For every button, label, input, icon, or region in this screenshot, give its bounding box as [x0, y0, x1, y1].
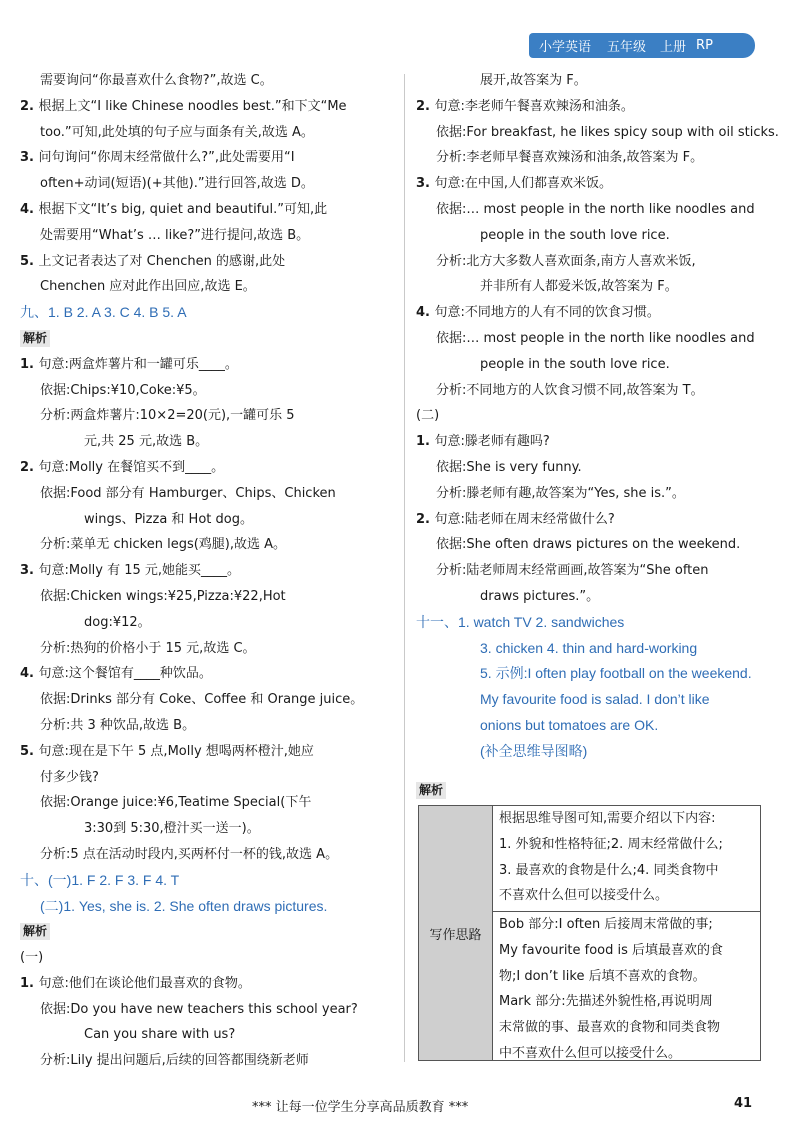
item-number: 5.	[20, 253, 39, 269]
line-text: 句意:李老师午餐喜欢辣汤和油条。	[434, 98, 634, 114]
left-line	[20, 68, 392, 94]
left-line	[20, 249, 392, 275]
left-line	[20, 120, 392, 146]
item-number: 4.	[20, 201, 39, 217]
right-line	[416, 687, 786, 713]
left-line	[20, 816, 392, 842]
left-line	[20, 94, 392, 120]
line-text: 依据:Do you have new teachers this school year?	[40, 1001, 358, 1017]
line-text: 分析:北方大多数人喜欢面条,南方人喜欢米饭,	[436, 253, 696, 269]
right-line	[416, 532, 786, 558]
page-number: 41	[734, 1096, 753, 1111]
item-number: 2.	[20, 459, 39, 475]
writing-idea-line: 根据思维导图可知,需要介绍以下内容:	[499, 811, 716, 826]
column-divider	[404, 74, 405, 1062]
line-text: 分析:陆老师周末经常画画,故答案为“She often	[436, 563, 709, 579]
line-text: (一)	[20, 950, 44, 966]
item-number: 2.	[416, 511, 435, 527]
left-line	[20, 507, 392, 533]
line-text: 句意:滕老师有趣吗?	[434, 434, 550, 450]
line-text: (二)1. Yes, she is. 2. She often draws pictures.	[40, 897, 328, 914]
left-line	[20, 300, 392, 326]
right-line	[416, 223, 786, 249]
line-text: onions but tomatoes are OK.	[480, 716, 659, 733]
line-text: 需要询问“你最喜欢什么食物?”,故选 C。	[40, 73, 273, 88]
writing-idea-line: 物;I don’t like 后填不喜欢的食物。	[499, 968, 706, 984]
line-text: (补全思维导图略)	[480, 742, 588, 759]
item-number: 3.	[20, 150, 39, 166]
subject-label: 小学英语	[539, 40, 592, 55]
line-text: 问句询问“你周末经常做什么?”,此处需要用“I	[38, 150, 295, 166]
left-line	[20, 274, 392, 300]
left-line	[20, 1048, 392, 1074]
line-text: 分析:两盒炸薯片:10×2=20(元),一罐可乐 5	[40, 408, 295, 424]
edition-label: RP	[696, 38, 713, 53]
right-line	[416, 68, 786, 94]
right-line	[416, 739, 786, 765]
line-text: 元,共 25 元,故选 B。	[84, 434, 209, 450]
line-text: (二)	[416, 408, 440, 424]
left-line	[20, 171, 392, 197]
section-tag-analysis: 解析	[416, 782, 446, 799]
right-line	[416, 507, 786, 533]
writing-idea-line: 1. 外貌和性格特征;2. 周末经常做什么;	[499, 836, 723, 852]
left-line	[20, 765, 392, 791]
right-line	[416, 455, 786, 481]
right-line	[416, 661, 786, 687]
writing-idea-label: 写作思路	[419, 806, 493, 1060]
line-text: 根据下文“It’s big, quiet and beautiful.”可知,此	[38, 201, 328, 217]
left-line	[20, 481, 392, 507]
left-line	[20, 997, 392, 1023]
item-number: 4.	[416, 305, 435, 321]
writing-idea-line: 3. 最喜欢的食物是什么;4. 同类食物中	[499, 862, 719, 878]
grade-label: 五年级	[607, 40, 647, 55]
line-text: 依据:… most people in the north like noodles and	[436, 330, 755, 346]
right-line	[416, 326, 786, 352]
line-text: 依据:Chicken wings:¥25,Pizza:¥22,Hot	[40, 588, 286, 604]
right-line	[416, 171, 786, 197]
right-column-tail	[416, 778, 446, 799]
line-text: too.”可知,此处填的句子应与面条有关,故选 A。	[40, 124, 314, 140]
left-line	[20, 868, 392, 894]
left-line	[20, 610, 392, 636]
line-text: 依据:She often draws pictures on the weekend.	[436, 537, 741, 553]
line-text: 分析:共 3 种饮品,故选 B。	[40, 717, 196, 733]
right-line	[416, 120, 786, 146]
line-text: people in the south love rice.	[480, 356, 670, 372]
line-text: 十、(一)1. F 2. F 3. F 4. T	[20, 871, 180, 888]
left-line	[20, 558, 392, 584]
left-line	[20, 971, 392, 997]
book-header-badge	[529, 33, 755, 58]
right-line	[416, 429, 786, 455]
line-text: 分析:不同地方的人饮食习惯不同,故答案为 T。	[436, 382, 704, 398]
line-text: 依据:… most people in the north like noodles and	[436, 201, 755, 217]
item-number: 1.	[20, 356, 39, 372]
right-line	[416, 94, 786, 120]
right-line	[416, 378, 786, 404]
right-line	[416, 274, 786, 300]
line-text: draws pictures.”。	[480, 588, 600, 604]
line-text: 依据:Orange juice:¥6,Teatime Special(下午	[40, 795, 312, 811]
item-number: 1.	[20, 975, 39, 991]
left-line	[20, 687, 392, 713]
line-text: people in the south love rice.	[480, 227, 670, 243]
item-number: 2.	[416, 98, 435, 114]
line-text: 3. chicken 4. thin and hard-working	[480, 639, 698, 656]
line-text: 依据:Food 部分有 Hamburger、Chips、Chicken	[40, 485, 336, 501]
left-line	[20, 790, 392, 816]
right-line	[416, 249, 786, 275]
writing-idea-line: Mark 部分:先描述外貌性格,再说明周	[499, 994, 713, 1010]
volume-label: 上册	[660, 40, 687, 55]
writing-idea-line: My favourite food is 后填最喜欢的食	[499, 942, 724, 958]
right-line	[416, 403, 786, 429]
line-text: 依据:Drinks 部分有 Coke、Coffee 和 Orange juice。	[40, 692, 364, 708]
line-text: 九、1. B 2. A 3. C 4. B 5. A	[20, 304, 187, 321]
line-text: 句意:这个餐馆有____种饮品。	[38, 666, 212, 682]
writing-idea-line: Bob 部分:I often 后接周末常做的事;	[499, 917, 713, 932]
line-text: 分析:5 点在活动时段内,买两杯付一杯的钱,故选 A。	[40, 846, 339, 862]
line-text: My favourite food is salad. I don’t like	[480, 691, 710, 708]
right-line	[416, 481, 786, 507]
right-line	[416, 558, 786, 584]
line-text: 上文记者表达了对 Chenchen 的感谢,此处	[38, 253, 286, 269]
line-text: 句意:现在是下午 5 点,Molly 想喝两杯橙汁,她应	[38, 743, 314, 759]
line-text: 付多少钱?	[40, 769, 99, 785]
line-text: 十一、1. watch TV 2. sandwiches	[416, 613, 625, 630]
left-line	[20, 197, 392, 223]
left-line	[20, 223, 392, 249]
left-line	[20, 584, 392, 610]
left-line	[20, 945, 392, 971]
right-line	[416, 197, 786, 223]
writing-idea-row-1	[493, 806, 760, 912]
writing-idea-line: 末常做的事、最喜欢的食物和同类食物	[499, 1020, 721, 1036]
line-text: 依据:Chips:¥10,Coke:¥5。	[40, 382, 206, 398]
line-text: 依据:For breakfast, he likes spicy soup with oil sticks.	[436, 124, 779, 140]
writing-idea-table	[418, 805, 761, 1061]
line-text: 5. 示例:I often play football on the weekend.	[480, 665, 752, 682]
item-number: 5.	[20, 743, 39, 759]
line-text: 句意:在中国,人们都喜欢米饭。	[434, 176, 613, 192]
left-line	[20, 1022, 392, 1048]
section-tag-analysis: 解析	[20, 330, 50, 347]
left-line	[20, 403, 392, 429]
line-text: 分析:热狗的价格小于 15 元,故选 C。	[40, 640, 256, 656]
line-text: 处需要用“What’s … like?”进行提问,故选 B。	[40, 227, 310, 243]
line-text: wings、Pizza 和 Hot dog。	[84, 511, 253, 527]
line-text: 分析:李老师早餐喜欢辣汤和油条,故答案为 F。	[436, 150, 704, 166]
line-text: 分析:滕老师有趣,故答案为“Yes, she is.”。	[436, 485, 685, 501]
line-text: 3:30到 5:30,橙汁买一送一)。	[84, 821, 260, 837]
left-line	[20, 713, 392, 739]
line-text: 句意:陆老师在周末经常做什么?	[434, 511, 615, 527]
right-column	[416, 68, 786, 765]
left-line	[20, 661, 392, 687]
line-text: 根据上文“I like Chinese noodles best.”和下文“Me	[38, 98, 347, 114]
line-text: 分析:Lily 提出问题后,后续的回答都围绕新老师	[40, 1053, 309, 1069]
line-text: 句意:Molly 在餐馆买不到____。	[38, 459, 225, 475]
item-number: 4.	[20, 666, 39, 682]
left-line	[20, 326, 392, 352]
left-line	[20, 455, 392, 481]
left-line	[20, 636, 392, 662]
item-number: 1.	[416, 434, 435, 450]
item-number: 2.	[20, 98, 39, 114]
footer-slogan: *** 让每一位学生分享高品质教育 ***	[252, 1100, 469, 1115]
line-text: 句意:不同地方的人有不同的饮食习惯。	[434, 305, 660, 321]
right-line	[416, 145, 786, 171]
left-column	[20, 68, 392, 1074]
line-text: often+动词(短语)(+其他).”进行回答,故选 D。	[40, 176, 314, 192]
left-line	[20, 894, 392, 920]
item-number: 3.	[20, 563, 39, 579]
left-line	[20, 739, 392, 765]
writing-idea-line: 中不喜欢什么但可以接受什么。	[499, 1045, 682, 1061]
line-text: 分析:菜单无 chicken legs(鸡腿),故选 A。	[40, 537, 287, 553]
line-text: 依据:She is very funny.	[436, 459, 582, 475]
line-text: 并非所有人都爱米饭,故答案为 F。	[480, 279, 678, 295]
item-number: 3.	[416, 176, 435, 192]
line-text: dog:¥12。	[84, 614, 151, 630]
right-line	[416, 713, 786, 739]
line-text: 展开,故答案为 F。	[480, 73, 587, 88]
right-line	[416, 584, 786, 610]
line-text: Chenchen 应对此作出回应,故选 E。	[40, 279, 256, 295]
writing-idea-line: 不喜欢什么但可以接受什么。	[499, 888, 669, 904]
line-text: Can you share with us?	[84, 1027, 236, 1043]
right-line	[416, 636, 786, 662]
section-tag-analysis: 解析	[20, 923, 50, 940]
left-line	[20, 429, 392, 455]
left-line	[20, 352, 392, 378]
left-line	[20, 378, 392, 404]
left-line	[20, 145, 392, 171]
left-line	[20, 842, 392, 868]
line-text: 句意:他们在谈论他们最喜欢的食物。	[38, 975, 251, 991]
right-line	[416, 352, 786, 378]
right-line	[416, 300, 786, 326]
left-line	[20, 532, 392, 558]
writing-idea-row-2	[493, 912, 760, 1060]
left-line	[20, 919, 392, 945]
line-text: 句意:Molly 有 15 元,她能买____。	[38, 563, 241, 579]
line-text: 句意:两盒炸薯片和一罐可乐____。	[38, 356, 238, 372]
right-line	[416, 610, 786, 636]
